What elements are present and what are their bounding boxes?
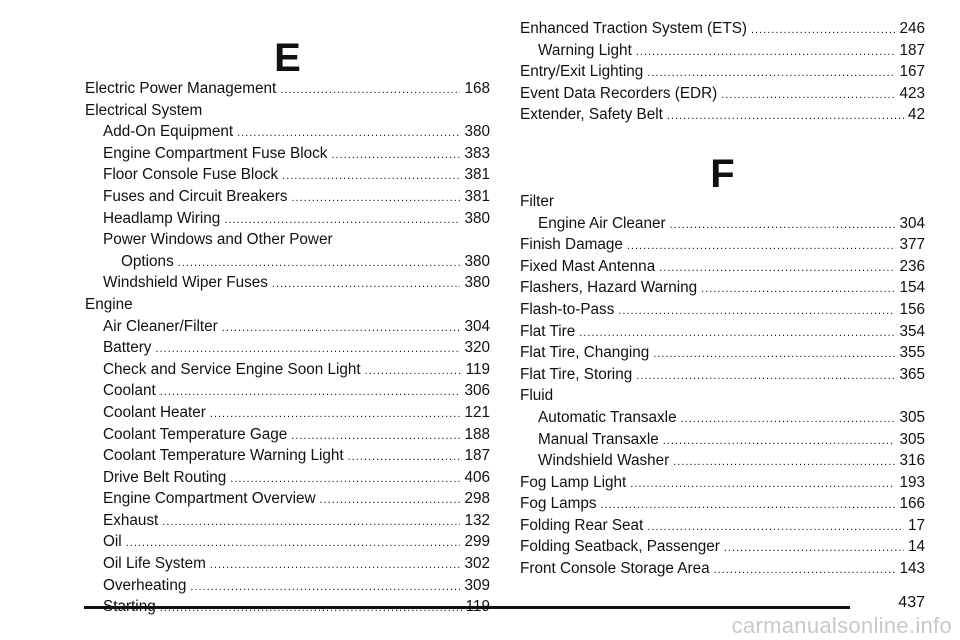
index-entry-text: Flat Tire	[520, 322, 576, 340]
index-entry-page: 188	[464, 425, 490, 443]
index-entry-page: 119	[465, 360, 490, 378]
index-column-right	[520, 0, 925, 580]
index-entry-page: 42	[907, 106, 925, 124]
index-entry-page: 302	[464, 555, 490, 573]
dot-leader	[224, 210, 460, 232]
index-entry-text: Windshield Washer	[538, 452, 670, 470]
dot-leader	[160, 382, 461, 404]
dot-leader	[618, 301, 895, 323]
index-entry-page: 380	[464, 209, 490, 227]
index-entry	[520, 429, 925, 451]
dot-leader	[280, 80, 460, 102]
index-entry	[85, 143, 490, 165]
index-entry-text: Automatic Transaxle	[538, 408, 677, 426]
dot-leader	[291, 188, 460, 210]
index-entry	[520, 104, 925, 126]
index-entry-text: Engine Compartment Overview	[103, 490, 316, 508]
index-entry	[520, 407, 925, 429]
index-entry-text: Engine Air Cleaner	[538, 214, 666, 232]
index-column-left	[85, 0, 490, 618]
index-entry	[85, 359, 490, 381]
index-entry-text: Folding Seatback, Passenger	[520, 538, 720, 556]
index-entry-text: Floor Console Fuse Block	[103, 166, 279, 184]
index-entry-list	[520, 18, 925, 126]
dot-leader	[331, 145, 460, 167]
index-entry	[85, 424, 490, 446]
index-entry-page: 304	[464, 317, 490, 335]
index-entry-text: Flash-to-Pass	[520, 300, 615, 318]
index-entry	[85, 251, 490, 273]
index-entry	[520, 558, 925, 580]
index-entry-text: Manual Transaxle	[538, 430, 659, 448]
index-entry	[85, 229, 490, 251]
index-entry-page: 380	[464, 274, 490, 292]
index-entry	[520, 256, 925, 278]
index-entry-page: 132	[464, 511, 490, 529]
index-entry-list	[520, 191, 925, 580]
dot-leader	[667, 106, 904, 128]
index-entry	[85, 467, 490, 489]
index-entry-text: Extender, Safety Belt	[520, 106, 663, 124]
index-entry-text: Coolant	[103, 382, 156, 400]
index-entry-text: Air Cleaner/Filter	[103, 317, 218, 335]
index-entry-page: 193	[899, 473, 925, 491]
index-entry	[520, 536, 925, 558]
dot-leader	[230, 469, 460, 491]
index-entry-page: 304	[899, 214, 925, 232]
index-entry-text: Flashers, Hazard Warning	[520, 279, 698, 297]
dot-leader	[155, 339, 460, 361]
index-entry	[85, 316, 490, 338]
index-entry-page: 187	[464, 447, 490, 465]
index-entry-page: 154	[899, 279, 925, 297]
index-entry-page: 143	[899, 560, 925, 578]
index-entry-text: Fuses and Circuit Breakers	[103, 187, 288, 205]
index-entry	[85, 575, 490, 597]
index-entry	[85, 445, 490, 467]
index-entry	[85, 294, 490, 316]
page-number: 437	[898, 594, 925, 611]
dot-leader	[222, 318, 461, 340]
index-entry	[85, 100, 490, 122]
dot-leader	[724, 538, 904, 560]
dot-leader	[670, 215, 896, 237]
index-entry	[520, 385, 925, 407]
section-letter-f: F	[710, 151, 735, 196]
dot-leader	[190, 577, 460, 599]
index-entry-text: Engine	[85, 295, 133, 313]
dot-leader	[178, 253, 461, 275]
footer-rule	[84, 606, 850, 609]
index-entry-text: Coolant Temperature Warning Light	[103, 447, 344, 465]
index-entry	[85, 186, 490, 208]
dot-leader	[647, 517, 904, 539]
watermark: carmanualsonline.info	[731, 613, 952, 638]
index-entry-page: 298	[464, 490, 490, 508]
index-entry-page: 380	[464, 252, 490, 270]
index-entry-text: Options	[121, 252, 174, 270]
index-entry	[520, 321, 925, 343]
index-entry-page: 383	[464, 144, 490, 162]
index-entry-text: Drive Belt Routing	[103, 468, 227, 486]
dot-leader	[647, 63, 895, 85]
dot-leader	[126, 533, 461, 555]
index-entry	[520, 299, 925, 321]
index-entry-page: 365	[899, 365, 925, 383]
index-entry	[520, 83, 925, 105]
index-entry-page: 423	[899, 84, 925, 102]
index-entry	[85, 208, 490, 230]
index-entry-page: 355	[899, 344, 925, 362]
index-entry-page: 305	[899, 430, 925, 448]
dot-leader	[320, 490, 461, 512]
dot-leader	[630, 474, 895, 496]
index-entry-text: Event Data Recorders (EDR)	[520, 84, 718, 102]
index-entry-page: 121	[464, 403, 490, 421]
index-entry	[85, 78, 490, 100]
dot-leader	[751, 20, 895, 42]
dot-leader	[160, 598, 462, 620]
index-entry-text: Front Console Storage Area	[520, 560, 710, 578]
index-entry	[85, 164, 490, 186]
index-entry-text: Exhaust	[103, 511, 159, 529]
index-entry-list	[85, 78, 490, 618]
index-entry-text: Enhanced Traction System (ETS)	[520, 20, 747, 37]
dot-leader	[237, 123, 460, 145]
dot-leader	[627, 236, 896, 258]
index-entry-text: Battery	[103, 339, 152, 357]
index-entry	[85, 337, 490, 359]
dot-leader	[673, 452, 895, 474]
index-entry-page: 380	[464, 123, 490, 141]
dot-leader	[282, 166, 460, 188]
dot-leader	[210, 404, 461, 426]
index-entry-page: 354	[899, 322, 925, 340]
index-entry-text: Engine Compartment Fuse Block	[103, 144, 328, 162]
index-entry	[85, 380, 490, 402]
index-entry-page: 246	[899, 20, 925, 37]
index-entry-page: 406	[464, 468, 490, 486]
index-entry-text: Oil	[103, 533, 122, 551]
dot-leader	[210, 555, 461, 577]
index-entry	[85, 121, 490, 143]
index-entry	[85, 531, 490, 553]
index-entry-text: Coolant Temperature Gage	[103, 425, 288, 443]
index-entry	[85, 510, 490, 532]
index-entry-page: 168	[464, 80, 490, 97]
index-entry-text: Flat Tire, Storing	[520, 365, 633, 383]
index-entry-text: Warning Light	[538, 41, 632, 59]
index-entry-text: Electrical System	[85, 101, 203, 119]
dot-leader	[636, 42, 896, 64]
index-entry	[85, 553, 490, 575]
dot-leader	[681, 409, 896, 431]
index-entry	[85, 488, 490, 510]
index-entry-page: 167	[899, 63, 925, 81]
dot-leader	[365, 361, 462, 383]
index-entry	[85, 402, 490, 424]
index-entry-text: Folding Rear Seat	[520, 516, 644, 534]
index-entry-text: Overheating	[103, 576, 187, 594]
dot-leader	[663, 431, 896, 453]
index-entry-text: Fixed Mast Antenna	[520, 257, 656, 275]
index-entry	[520, 515, 925, 537]
index-entry	[85, 272, 490, 294]
index-entry-text: Fluid	[520, 387, 554, 405]
index-entry-page: 236	[899, 257, 925, 275]
dot-leader	[272, 274, 461, 296]
index-entry-text: Coolant Heater	[103, 403, 206, 421]
dot-leader	[291, 426, 460, 448]
index-entry	[520, 342, 925, 364]
index-entry-text: Headlamp Wiring	[103, 209, 221, 227]
index-entry-page: 166	[899, 495, 925, 513]
index-entry-text: Add-On Equipment	[103, 123, 234, 141]
index-entry	[520, 364, 925, 386]
index-entry-page: 381	[464, 166, 490, 184]
index-entry-text: Oil Life System	[103, 555, 206, 573]
index-entry	[520, 18, 925, 40]
index-entry-page: 309	[464, 576, 490, 594]
section-letter-e: E	[274, 36, 301, 80]
index-entry-text: Fog Lamp Light	[520, 473, 627, 491]
index-entry-page: 17	[907, 516, 925, 534]
index-entry-text: Check and Service Engine Soon Light	[103, 360, 361, 378]
index-entry-page: 305	[899, 408, 925, 426]
index-entry	[520, 61, 925, 83]
index-entry-page: 299	[464, 533, 490, 551]
index-entry-text: Filter	[520, 192, 554, 210]
index-entry-text: Fog Lamps	[520, 495, 597, 513]
index-entry-page: 320	[464, 339, 490, 357]
index-entry-text: Finish Damage	[520, 236, 623, 254]
index-entry-text: Entry/Exit Lighting	[520, 63, 644, 81]
index-entry	[520, 277, 925, 299]
dot-leader	[162, 512, 460, 534]
index-entry-page: 156	[899, 300, 925, 318]
dot-leader	[636, 366, 895, 388]
index-entry-page: 306	[464, 382, 490, 400]
index-entry	[520, 213, 925, 235]
index-entry-page: 316	[899, 452, 925, 470]
index-entry-text: Windshield Wiper Fuses	[103, 274, 268, 292]
index-entry-page: 187	[899, 41, 925, 59]
index-entry-page: 14	[907, 538, 925, 556]
index-entry	[520, 234, 925, 256]
index-entry	[520, 493, 925, 515]
dot-leader	[701, 279, 895, 301]
dot-leader	[653, 344, 895, 366]
index-entry	[520, 40, 925, 62]
index-entry-text: Electric Power Management	[85, 80, 277, 97]
dot-leader	[721, 85, 895, 107]
dot-leader	[348, 447, 461, 469]
index-entry	[520, 450, 925, 472]
dot-leader	[579, 323, 895, 345]
index-entry	[520, 472, 925, 494]
index-entry-page: 381	[464, 187, 490, 205]
index-entry-page: 377	[899, 236, 925, 254]
dot-leader	[659, 258, 895, 280]
index-entry-text: Power Windows and Other Power	[103, 231, 333, 249]
dot-leader	[601, 495, 896, 517]
index-entry-text: Flat Tire, Changing	[520, 344, 650, 362]
dot-leader	[714, 560, 896, 582]
